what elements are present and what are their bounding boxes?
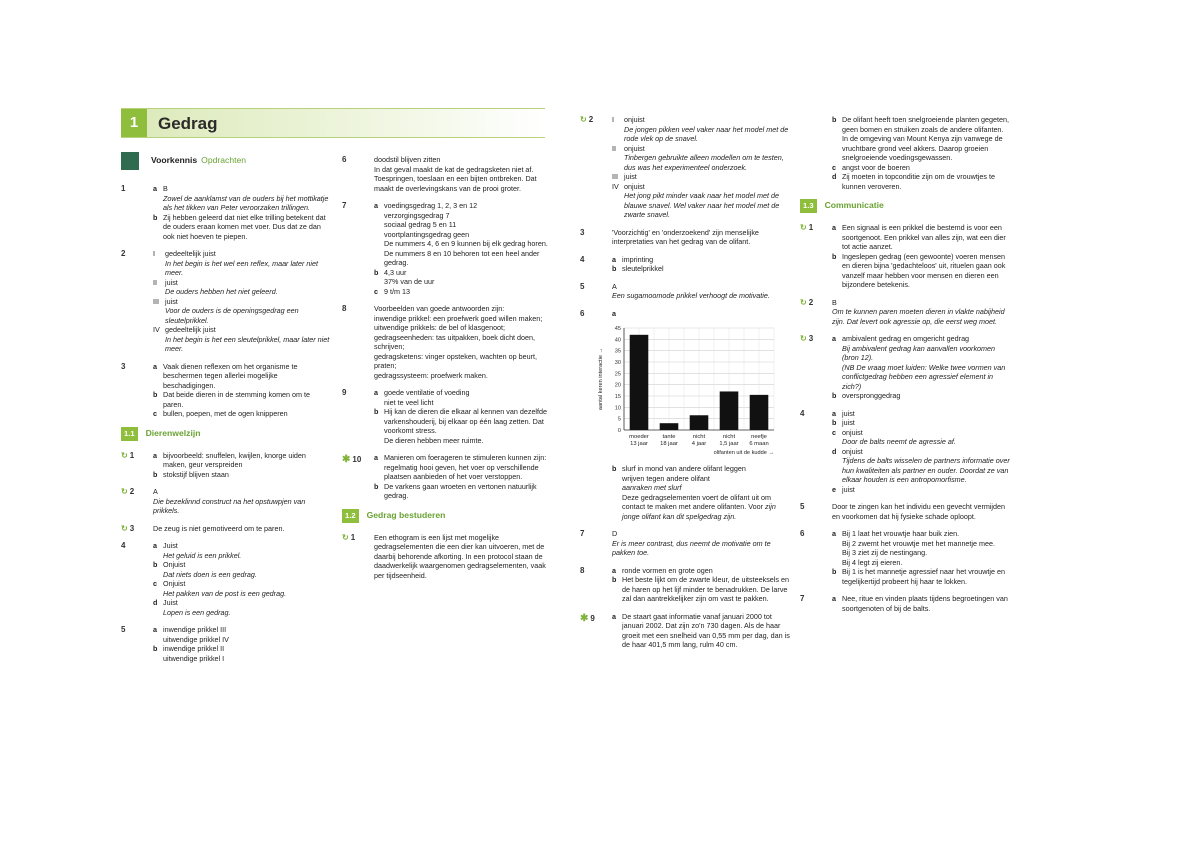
y-tick-label: 5 — [617, 416, 621, 423]
question-7: 7 a voedingsgedrag 1, 2, 3 en 12 verzorgingsgedrag 7 sociaal gedrag 5 en 11 voortplantingsgedrag geen De nummers 4, 6 en 9 kunnen bij elk gedrag horen. De nummers 8 en 10 behoren tot een heel ander gedrag. b 4,3 uur 37% van de uur c 9 t/m 13 — [342, 201, 548, 296]
question-5: 5 a inwendige prikkel III uitwendige prikkel IV b inwendige prikkel II uitwendige prikkel I — [121, 625, 229, 663]
chapter-header — [121, 108, 545, 138]
question-9: 9 a goede ventilatie of voeding niet te veel licht b Hij kan de dieren die elkaar al kennen van dezelfde varkenshouderij, bij elkaar op één laag zetten. Dat voorkomt stress. De dieren hebben meer ruimte. — [342, 388, 548, 445]
bar — [660, 423, 679, 430]
column-3 — [580, 115, 792, 658]
question-4: 4 a Juist Het geluid is een prikkel. b Onjuist Dat niets doen is een gedrag. c Onjuist Het pakken van de post is een gedrag. d Juist Lopen is een gedrag. — [121, 541, 287, 617]
voorkennis-heading: Voorkennis Opdrachten — [121, 152, 331, 170]
bar-chart-svg — [594, 322, 784, 460]
question-c3-3: 3 'Voorzichtig' en 'onderzoekend' zijn menselijke interpretaties van het gedrag van de olifant. — [580, 227, 759, 246]
question-8: 8 Voorbeelden van goede antwoorden zijn: inwendige prikkel: een proefwerk goed willen maken; uitwendige prikkels: de bel of klasgenoot; gedragseenheden: tas uitpakken, boek dicht doen, schrijven; gedragsketens: vinger opsteken, wachten op beurt, praten; gedragssysteem: proefwerk maken. — [342, 304, 543, 380]
y-tick-label: 35 — [614, 348, 621, 355]
question-c3-9: ✱ 9 a De staart gaat informatie vanaf januari 2000 tot januari 2002. Dat zijn zo'n 730 dagen. Als de haar groeit met een snelheid van 0,55 mm per dag, dan is de haar 401,5 mm lang, rulm 40 cm. — [580, 611, 790, 649]
question-1-1-3: ↻ 3 De zeug is niet gemotiveerd om te paren. — [121, 523, 285, 533]
cycle-icon: ↻ — [121, 487, 128, 497]
x-tick-label: neefje — [751, 434, 767, 440]
x-tick-label: 6 maan — [749, 441, 769, 447]
question-c3-6: 6 a 0 5 10 15 20 25 30 35 40 45 moeder 13 jaar tante 18 jaar nicht 4 jaar nicht 1,5 jaar neefje 6 maan olifanten uit de kudde → aantal keren interactie → b slurf in mond van andere olifant leggen wrijven tegen andere olifant aanraken met slurf Deze gedragselementen voert de olifant uit om contact te maken met andere olifanten. Voor zijn jonge olifant kan dit spelgedrag zijn. — [580, 309, 792, 522]
chapter-number: 1 — [121, 109, 147, 137]
question-6: 6 doodstil blijven zitten In dat geval maakt de kat de gedragsketen niet af. Toespringen, toeslaan en een bijten ontbreken. Dat maakt de overlevingskans van de prooi groter. — [342, 155, 537, 193]
question-1: 1 a B Zowel de aanklamst van de ouders bij het mottikatje als het tikken van Peter veroorzaken trillingen. b Zij hebben geleerd dat niet elke trilling betekent dat de ouders eraan komen met voer. Dus dat ze dan ook niet hoeven te piepen. — [121, 184, 329, 241]
voorkennis-square-icon — [121, 152, 139, 170]
question-c4-continued: b De olifant heeft toen snelgroeiende planten gegeten, geen bomen en struiken zoals de andere olifanten. In de omgeving van Mount Kenya zijn vanwege de vruchtbare grond veel akkers. Daarop groeien snelgroeiende voedingsgewassen. c angst voor de boeren d Zij moeten in topconditie zijn om de vrouwtjes te kunnen veroveren. — [832, 115, 1010, 191]
cycle-icon: ↻ — [580, 115, 587, 124]
question-c3-4: 4 a imprinting b sleutelprikkel — [580, 254, 664, 273]
question-c3-7: 7 D Er is meer contrast, dus neemt de motivatie om te pakken toe. — [580, 529, 771, 557]
question-1-1-1: ↻ 1 a bijvoorbeeld: snuffelen, kwijlen, knorge uiden maken, geur verspreiden b stokstijf blijven staan — [121, 450, 306, 479]
x-tick-label: 1,5 jaar — [719, 441, 739, 447]
x-axis-label: olifanten uit de kudde → — [713, 450, 774, 456]
x-tick-label: tante — [662, 434, 676, 440]
y-tick-label: 15 — [614, 394, 621, 400]
question-c3-5: 5 A Een sugamoomode prikkel verhoogt de motivatie. — [580, 281, 770, 300]
cycle-icon: ↻ — [800, 297, 807, 307]
question-1-2-1: ↻ 1 Een ethogram is een lijst met mogelijke gedragselementen die een dier kan uitvoeren, met de daarbij behorende afkorting. In een protocol staan de daadwerkelijk waargenomen gedragselementen, vaak per tijdseenheid. — [342, 532, 546, 580]
y-tick-label: 10 — [614, 405, 621, 412]
star-icon: ✱ — [580, 612, 589, 624]
bar — [690, 415, 709, 430]
question-c3-8: 8 a ronde vormen en grote ogen b Het beste lijkt om de zwarte kleur, de uitsteeksels en de haren op het lijf minder te benadrukken. De larve zal dan aantrekkelijker zijn om vast te pakken. — [580, 565, 789, 603]
column-4 — [800, 115, 1010, 621]
cycle-icon: ↻ — [800, 334, 807, 344]
cycle-icon: ↻ — [121, 450, 128, 460]
question-c4-6: 6 a Bij 1 laat het vrouwtje haar buik zien. Bij 2 zwemt het vrouwtje met het mannetje mee. Bij 3 ziet zij de nestingang. Bij 4 legt zij eieren. b Bij 1 is het mannetje agressief naar het vrouwtje en tegelijkertijd probeert hij haar te lokken. — [800, 529, 1006, 586]
section-heading-1-3: 1.3 Communicatie — [800, 199, 1010, 213]
column-2 — [342, 155, 548, 588]
chapter-title: Gedrag — [158, 114, 218, 133]
bar — [630, 335, 649, 430]
question-c4-5: 5 Door te zingen kan het individu een gevecht vermijden en voorkomen dat hij fysieke schade oploopt. — [800, 502, 1006, 521]
section-heading-1-1: 1.1 Dierenwelzijn — [121, 427, 331, 441]
y-tick-label: 40 — [614, 337, 621, 344]
y-tick-label: 30 — [614, 360, 621, 366]
y-axis-label: aantal keren interactie → — [598, 347, 604, 411]
bar — [750, 395, 769, 430]
cycle-icon: ↻ — [800, 223, 807, 233]
cycle-icon: ↻ — [342, 532, 349, 542]
x-tick-label: nicht — [722, 434, 736, 440]
question-c4-2: ↻ 2 B Om te kunnen paren moeten dieren in vlakte nabijheid zijn. Dat levert ook agressie op, die eerst weg moet. — [800, 297, 1005, 326]
question-3: 3 a Vaak dienen reflexen om het organisme te beschermen tegen allerlei mogelijke beschadigingen. b Dat beide dieren in de stemming komen om te paren. c bullen, poepen, met de ogen knipperen — [121, 361, 311, 418]
question-c4-4: 4 a juist b juist c onjuist Door de balts neemt de agressie af. d onjuist Tijdens de balts wisselen de partners informatie over hun kwaliteiten als partner en ouder. Doordat ze van elkaar houden is een antropomorfisme. e juist — [800, 408, 1010, 494]
x-tick-label: nicht — [692, 434, 706, 440]
cycle-icon: ↻ — [121, 523, 128, 533]
y-tick-label: 25 — [614, 371, 621, 378]
question-c4-3: ↻ 3 a ambivalent gedrag en omgericht gedrag Bij ambivalent gedrag kan aanvallen voorkomen (bron 12). (NB De vraag moet luiden: Welke twee vormen van conflictgedrag hebben een agressief element in zich?) b overspronggedrag — [800, 334, 1006, 401]
question-c3-2: ↻ 2 I onjuist De jongen pikken veel vaker naar het model met de rode vlek op de snavel. II onjuist Tinbergen gebruikte alleen modellen om te testen, dus was het experimenteel onderzoek. III juist IV onjuist Het jong pikt minder vaak naar het model met de blauwe snavel. Wel vaker naar het model met de zwarte snavel. — [580, 115, 789, 219]
x-tick-label: 4 jaar — [691, 441, 707, 447]
x-tick-label: moeder — [629, 434, 649, 440]
column-1 — [121, 152, 331, 671]
section-heading-1-2: 1.2 Gedrag bestuderen — [342, 509, 548, 523]
y-tick-label: 20 — [614, 382, 621, 389]
y-tick-label: 45 — [614, 326, 621, 332]
bar — [720, 391, 739, 430]
question-2: 2 I gedeeltelijk juist In het begin is het wel een reflex, maar later niet meer. II juist De ouders hebben het niet geleerd. III juist Voor de ouders is de openingsgedrag een sleutelprikkel. IV gedeeltelijk juist In het begin is het een sleutelprikkel, maar later niet meer. — [121, 249, 330, 353]
bar-chart — [594, 322, 784, 460]
question-1-1-2: ↻ 2 A Die bezeklinnd construct na het opstuwpjen van prikkels. — [121, 487, 306, 516]
star-icon: ✱ — [342, 454, 351, 465]
x-tick-label: 13 jaar — [630, 441, 648, 447]
x-tick-label: 18 jaar — [660, 441, 678, 447]
y-tick-label: 0 — [617, 428, 621, 434]
question-c4-1: ↻ 1 a Een signaal is een prikkel die bestemd is voor een soortgenoot. Een prikkel van alles zijn, wat een dier tot actie aanzet. b Ingeslepen gedrag (een gewoonte) voeren mensen en dieren bijna 'gedachteloos' uit, rituelen gaan ook vanzelf maar hebben voor mensen en dieren een bijzondere betekenis. — [800, 223, 1006, 290]
question-10: ✱ 10 a Manieren om foerageren te stimuleren kunnen zijn: regelmatig hooi geven, het voer op verschillende plaatsen aanbieden of het voer verstoppen. b De varkens gaan wroeten en vertonen natuurlijk gedrag. — [342, 453, 547, 500]
question-c4-7: 7 a Nee, ritue en vinden plaats tijdens begroetingen van soortgenoten of bij de balts. — [800, 594, 1008, 613]
